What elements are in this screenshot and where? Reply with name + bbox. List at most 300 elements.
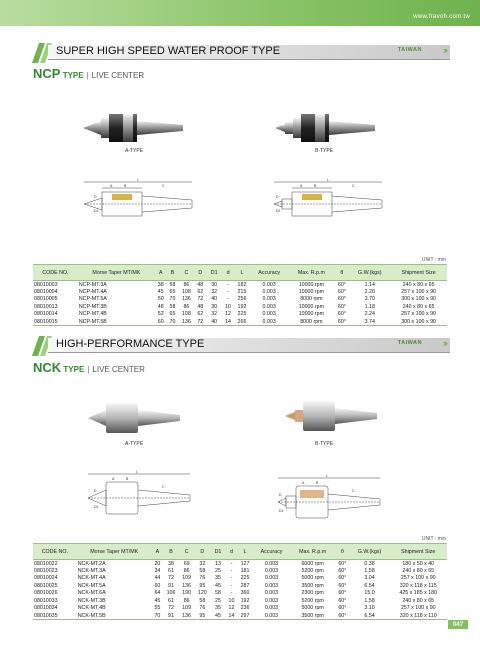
table-cell: 0.003 — [264, 560, 279, 567]
column-header: CODE NO. — [33, 265, 78, 281]
table-cell: 65 — [169, 311, 176, 318]
table-cell: 25 — [215, 567, 221, 574]
table-cell: 95 — [195, 612, 211, 620]
table-cell: - — [227, 288, 229, 295]
table-cell: 48 — [197, 281, 204, 288]
table-row — [33, 612, 447, 620]
table-cell: 225 — [237, 311, 247, 318]
table-cell: 60° — [337, 311, 346, 318]
table-cell: NCP-MT.4A — [78, 288, 107, 295]
column-header: Max. R.p.m — [288, 265, 334, 281]
table-cell: 72 — [168, 575, 174, 582]
dim-C: C — [162, 485, 165, 489]
table-cell: 5200 rpm — [301, 597, 324, 604]
table-cell: 3.70 — [364, 296, 375, 303]
section2-banner — [30, 336, 450, 356]
table-cell: 5200 rpm — [301, 567, 324, 574]
top-bar — [0, 0, 480, 26]
table-cell: 95 — [199, 582, 206, 589]
dim-L: L — [326, 474, 328, 478]
table-cell: 60° — [337, 303, 346, 310]
column-header: A — [152, 544, 163, 560]
series-type: TYPE — [62, 71, 84, 80]
column-header: L — [237, 544, 253, 560]
table-cell: 0.003 — [264, 567, 279, 574]
table-cell: 60° — [338, 582, 347, 589]
table-cell: 08010024 — [34, 575, 58, 582]
site-url: www.fravoh.com.tw — [413, 14, 470, 20]
table-cell: 30 — [211, 281, 218, 288]
section1-title: SUPER HIGH SPEED WATER PROOF TYPE — [56, 45, 281, 57]
dim-L: L — [137, 178, 139, 182]
table-cell: 55 — [154, 605, 161, 612]
divider: | — [86, 71, 89, 80]
table-cell: 14 — [222, 318, 234, 326]
table-cell: 257 x 100 x 90 — [400, 605, 436, 612]
table-cell: 70 — [152, 612, 163, 620]
table-cell: 109 — [182, 575, 192, 582]
table-cell: 1.14 — [364, 281, 375, 288]
table-cell: 10000 rpm — [298, 281, 325, 288]
table-cell: 45 — [154, 597, 161, 604]
table-cell: 69 — [183, 560, 190, 567]
table-cell: 13 — [215, 560, 221, 567]
series-desc: LIVE CENTER — [92, 365, 145, 374]
table-cell: 30 — [211, 303, 218, 310]
ncp-b-type-photo — [275, 112, 375, 144]
table-cell: 240 x 80 x 65 — [402, 281, 435, 288]
table-cell: - — [230, 575, 233, 582]
dim-L: L — [327, 178, 329, 182]
table-cell: 25 — [215, 597, 221, 604]
section1-series — [33, 66, 144, 81]
table-row — [33, 296, 447, 304]
table-cell: 58 — [199, 597, 206, 604]
table-cell: 08010035 — [33, 612, 77, 620]
table-cell: 10 — [225, 303, 231, 310]
table-cell: - — [227, 296, 229, 303]
table-cell: 40 — [211, 296, 218, 303]
table-cell: 5000 rpm — [301, 575, 324, 582]
divider: | — [87, 365, 90, 374]
column-header: G.W.(kgs) — [349, 265, 390, 281]
table-cell: 08010026 — [34, 590, 58, 597]
table-row — [33, 281, 447, 289]
table-cell: NCK-MT.5A — [77, 582, 106, 589]
table-cell: 180 x 50 x 40 — [402, 560, 435, 567]
table-cell: 127 — [240, 560, 250, 567]
table-cell: 32 — [211, 288, 218, 295]
table-cell: 86 — [183, 303, 190, 310]
column-header: Accuracy — [250, 265, 288, 281]
table-row — [33, 597, 447, 605]
table-cell: 08010022 — [34, 560, 58, 567]
table-cell: 0.003 — [253, 612, 290, 620]
table-cell: 256 — [237, 296, 247, 303]
table-cell: NCK-MT.3B — [77, 597, 106, 604]
table-cell: 60° — [337, 281, 346, 288]
table-cell: 60° — [338, 590, 347, 597]
caption-a-type: A-TYPE — [125, 441, 144, 447]
table-cell: 257 x 100 x 90 — [401, 311, 436, 318]
table-cell: 240 x 80 x 65 — [402, 567, 435, 574]
table-cell: 2300 rpm — [301, 590, 324, 597]
series-type: TYPE — [63, 365, 85, 374]
table-cell: 190 — [182, 590, 192, 597]
table-cell: 44 — [154, 575, 161, 582]
column-header: d — [226, 544, 237, 560]
dim-B: B — [124, 184, 127, 188]
chevrons-icon: ››› — [443, 338, 446, 348]
column-header: B — [167, 265, 179, 281]
table-cell: 109 — [182, 605, 192, 612]
table-cell: 0.003 — [264, 590, 279, 597]
dim-A: A — [302, 481, 305, 485]
table-cell: - — [230, 567, 233, 574]
table-cell: 108 — [181, 311, 191, 318]
table-cell: 136 — [179, 612, 195, 620]
table-cell: 08010034 — [34, 605, 58, 612]
table-cell: 48 — [197, 303, 204, 310]
table-cell: NCK-MT.6A — [77, 590, 106, 597]
column-header: Morse Taper MT/MK — [77, 544, 152, 560]
table-cell: 0.003 — [264, 597, 279, 604]
table-cell: 60° — [338, 575, 347, 582]
table-header-row — [33, 544, 447, 560]
column-header: Shipment Size — [390, 265, 447, 281]
table-cell: 76 — [199, 575, 206, 582]
table-cell: 225 — [240, 575, 250, 582]
table-cell: 58 — [199, 567, 206, 574]
column-header: D1 — [210, 544, 226, 560]
dim-D: D — [279, 493, 282, 497]
table-cell: 52 — [157, 311, 164, 318]
table-cell: 58 — [215, 590, 221, 597]
table-row — [33, 582, 447, 590]
table-cell: 61 — [168, 597, 174, 604]
caption-b-type: B-TYPE — [315, 148, 334, 154]
table-cell: 0.003 — [250, 318, 288, 326]
table-cell: 0.003 — [262, 296, 276, 303]
table-cell: 34 — [154, 567, 161, 574]
table-cell: 136 — [181, 296, 191, 303]
table-cell: NCK-MT.5B — [77, 612, 152, 620]
table-cell: 72 — [194, 318, 206, 326]
table-cell: 48 — [157, 303, 164, 310]
table-cell: 10000 rpm — [298, 303, 325, 310]
table-cell: NCK-MT.3A — [77, 567, 106, 574]
table-cell: NCP-MT.3B — [78, 303, 107, 310]
table-cell: 62 — [197, 311, 204, 318]
table-cell: 91 — [163, 612, 179, 620]
dim-D1: D1 — [94, 505, 99, 509]
table-cell: 120 — [197, 590, 207, 597]
series-code: NCP — [33, 66, 61, 81]
table-cell: 0.003 — [262, 288, 276, 295]
table-cell: NCK-MT.2A — [77, 560, 106, 567]
table-cell: 6.54 — [364, 582, 375, 589]
series-desc: LIVE CENTER — [91, 71, 145, 80]
table-cell: 60° — [335, 612, 349, 620]
table-cell: 8000 rpm — [300, 296, 323, 303]
table-cell: 10000 rpm — [298, 311, 325, 318]
dim-D: D — [94, 195, 97, 199]
table-cell: 136 — [178, 318, 194, 326]
ncp-a-type-photo — [83, 112, 183, 144]
dim-B: B — [126, 477, 129, 481]
table-cell: 240 x 80 x 65 — [402, 303, 435, 310]
table-cell: 45 — [210, 612, 226, 620]
table-cell: NCP-MT.3A — [78, 281, 107, 288]
column-header: Morse Taper MT/MK — [78, 265, 155, 281]
nck-b-type-photo — [285, 398, 377, 434]
column-header: D — [194, 265, 206, 281]
table-cell: 257 x 100 x 90 — [400, 575, 436, 582]
table-cell: 50 — [157, 296, 164, 303]
table-cell: 3.04 — [364, 575, 375, 582]
table-cell: 108 — [181, 288, 191, 295]
table-cell: 297 — [237, 612, 253, 620]
table-cell: 3.10 — [364, 605, 375, 612]
table-cell: 60 — [155, 318, 167, 326]
table-cell: 35 — [215, 575, 221, 582]
column-header: A — [155, 265, 167, 281]
table-row — [33, 303, 447, 311]
table-cell: 60° — [337, 288, 346, 295]
table-cell: 86 — [183, 281, 190, 288]
table-cell: NCK-MT.4A — [77, 575, 106, 582]
column-header: G.W.(kgs) — [350, 544, 390, 560]
table-cell: 0.003 — [264, 575, 279, 582]
table-cell: 35 — [215, 605, 221, 612]
table-cell: 2.20 — [364, 288, 375, 295]
section2-title: HIGH-PERFORMANCE TYPE — [56, 338, 205, 350]
table-cell: 1.18 — [364, 303, 375, 310]
dim-A: A — [300, 184, 303, 188]
dim-A: A — [112, 477, 115, 481]
dim-D1: D1 — [276, 209, 281, 213]
dim-B: B — [314, 184, 317, 188]
table-cell: - — [230, 560, 233, 567]
table-cell: 15.0 — [364, 590, 375, 597]
table-row — [33, 318, 447, 326]
table-cell: 5000 rpm — [301, 605, 324, 612]
ncp-b-type-drawing — [272, 178, 384, 226]
table-cell: 0.003 — [264, 582, 279, 589]
table-cell: 58 — [169, 281, 176, 288]
table-cell: 08010004 — [34, 288, 58, 295]
dim-C: C — [162, 184, 165, 188]
table-cell: 08010003 — [34, 281, 58, 288]
table-cell: 8000 rpm — [288, 318, 334, 326]
table-cell: 1.58 — [364, 567, 375, 574]
table-cell: 08010025 — [34, 582, 58, 589]
table-cell: 60° — [338, 567, 347, 574]
column-header: Accuracy — [253, 544, 290, 560]
table-cell: 70 — [167, 318, 179, 326]
table-cell: - — [227, 281, 229, 288]
table-row — [33, 605, 447, 613]
table-cell: 08010023 — [34, 567, 58, 574]
table-cell: 45 — [215, 582, 221, 589]
table-cell: 300 x 100 x 90 — [401, 296, 436, 303]
table-cell: 60° — [338, 597, 347, 604]
dim-D: D — [276, 195, 279, 199]
table-cell: 86 — [183, 597, 190, 604]
dim-A: A — [110, 184, 113, 188]
dim-B: B — [316, 481, 319, 485]
table-cell: 60° — [338, 605, 347, 612]
table-cell: NCK-MT.4B — [77, 605, 106, 612]
nck-a-type-drawing — [86, 470, 192, 524]
table-cell: 10000 rpm — [298, 288, 325, 295]
table-cell: - — [230, 590, 233, 597]
dim-D1: D1 — [279, 509, 284, 513]
table-cell: 58 — [169, 303, 176, 310]
table-cell: 257 x 100 x 90 — [401, 288, 436, 295]
column-header: d — [222, 265, 234, 281]
table-cell: 0.003 — [262, 303, 276, 310]
table-cell: - — [230, 582, 233, 589]
section1-country: TAIWAN — [397, 47, 422, 53]
column-header: D1 — [206, 265, 222, 281]
table-cell: 192 — [240, 597, 250, 604]
table-cell: 60° — [337, 296, 346, 303]
table-cell: 60° — [334, 318, 349, 326]
table-cell: 60 — [154, 582, 161, 589]
table-cell: 360 — [240, 590, 250, 597]
table-cell: 12 — [228, 605, 235, 612]
table-cell: 08010015 — [33, 318, 78, 326]
table-cell: 240 x 80 x 65 — [402, 597, 435, 604]
dim-C: C — [352, 184, 355, 188]
table-cell: 86 — [183, 567, 190, 574]
table-cell: 38 — [168, 560, 174, 567]
table-cell: 2.24 — [364, 311, 375, 318]
column-header: D — [195, 544, 211, 560]
table-cell: 76 — [199, 605, 206, 612]
table-cell: 320 x 118 x 115 — [399, 582, 437, 589]
table-cell: NCP-MT.5B — [78, 318, 155, 326]
ncp-a-type-drawing — [82, 178, 194, 226]
column-header: B — [163, 544, 179, 560]
table-cell: 65 — [169, 288, 176, 295]
column-header: Max. R.p.m — [290, 544, 335, 560]
table-cell: 12 — [225, 311, 231, 318]
table-cell: 32 — [199, 560, 206, 567]
table-cell: 61 — [168, 567, 174, 574]
table-cell: 3500 rpm — [301, 582, 324, 589]
table-cell: NCP-MT.4B — [78, 311, 107, 318]
table-cell: 10 — [228, 597, 235, 604]
column-header: L — [234, 265, 250, 281]
nck-spec-table — [33, 543, 447, 620]
table-cell: 64 — [154, 590, 161, 597]
table-row — [33, 560, 447, 568]
table-cell: 300 x 100 x 90 — [390, 318, 447, 326]
section2-series — [33, 360, 145, 375]
table-cell: 106 — [166, 590, 176, 597]
table-cell: 136 — [182, 582, 192, 589]
table-cell: 215 — [237, 288, 247, 295]
table-cell: 425 x 185 x 180 — [399, 590, 438, 597]
table-header-row — [33, 265, 447, 281]
table-row — [33, 575, 447, 583]
section1-unit: UNIT : mm — [421, 257, 446, 263]
table-cell: 236 — [240, 605, 250, 612]
table-cell: 266 — [234, 318, 250, 326]
table-row — [33, 288, 447, 296]
table-cell: 0.003 — [264, 605, 279, 612]
table-cell: 6.54 — [350, 612, 390, 620]
table-cell: 45 — [157, 288, 164, 295]
table-cell: 3500 rpm — [290, 612, 335, 620]
table-cell: 6000 rpm — [301, 560, 324, 567]
section2-unit: UNIT : mm — [421, 536, 446, 542]
table-cell: 181 — [240, 567, 250, 574]
column-header: C — [178, 265, 194, 281]
table-cell: 192 — [237, 303, 247, 310]
column-header: CODE NO. — [33, 544, 77, 560]
table-cell: 62 — [197, 288, 204, 295]
table-cell: 0.003 — [262, 281, 276, 288]
table-cell: 320 x 118 x 110 — [389, 612, 447, 620]
table-cell: 60° — [338, 560, 347, 567]
table-cell: 287 — [240, 582, 250, 589]
section1-banner — [30, 43, 450, 63]
table-cell: 08010013 — [34, 303, 58, 310]
table-cell: 70 — [169, 296, 176, 303]
table-row — [33, 311, 447, 319]
column-header: θ — [335, 544, 349, 560]
series-code: NCK — [33, 360, 62, 375]
table-cell: 1.58 — [364, 597, 375, 604]
caption-a-type: A-TYPE — [125, 148, 144, 154]
section2-country: TAIWAN — [397, 340, 422, 346]
table-cell: NCP-MT.5A — [78, 296, 107, 303]
dim-D: D — [94, 489, 97, 493]
table-cell: 14 — [226, 612, 237, 620]
table-cell: 20 — [154, 560, 161, 567]
table-cell: 182 — [237, 281, 247, 288]
table-cell: 0.003 — [262, 311, 276, 318]
table-cell: 08010033 — [34, 597, 58, 604]
table-cell: 08010005 — [34, 296, 58, 303]
table-cell: 3.74 — [349, 318, 390, 326]
dim-L: L — [136, 470, 138, 474]
column-header: C — [179, 544, 195, 560]
table-cell: 08010014 — [34, 311, 58, 318]
chevrons-icon: ››› — [443, 45, 446, 55]
nck-a-type-photo — [88, 400, 180, 436]
nck-b-type-drawing — [276, 474, 382, 528]
table-cell: 91 — [168, 582, 174, 589]
table-cell: 72 — [168, 605, 174, 612]
ncp-spec-table — [33, 264, 447, 326]
dim-D1: D1 — [94, 209, 99, 213]
page-number: 047 — [448, 620, 468, 629]
table-cell: 0.38 — [364, 560, 375, 567]
column-header: θ — [334, 265, 349, 281]
table-cell: 32 — [211, 311, 218, 318]
table-cell: 38 — [157, 281, 164, 288]
table-row — [33, 567, 447, 575]
table-cell: 72 — [197, 296, 204, 303]
table-cell: 40 — [206, 318, 222, 326]
column-header: Shipment Size — [389, 544, 447, 560]
dim-C: C — [352, 489, 355, 493]
table-row — [33, 590, 447, 598]
